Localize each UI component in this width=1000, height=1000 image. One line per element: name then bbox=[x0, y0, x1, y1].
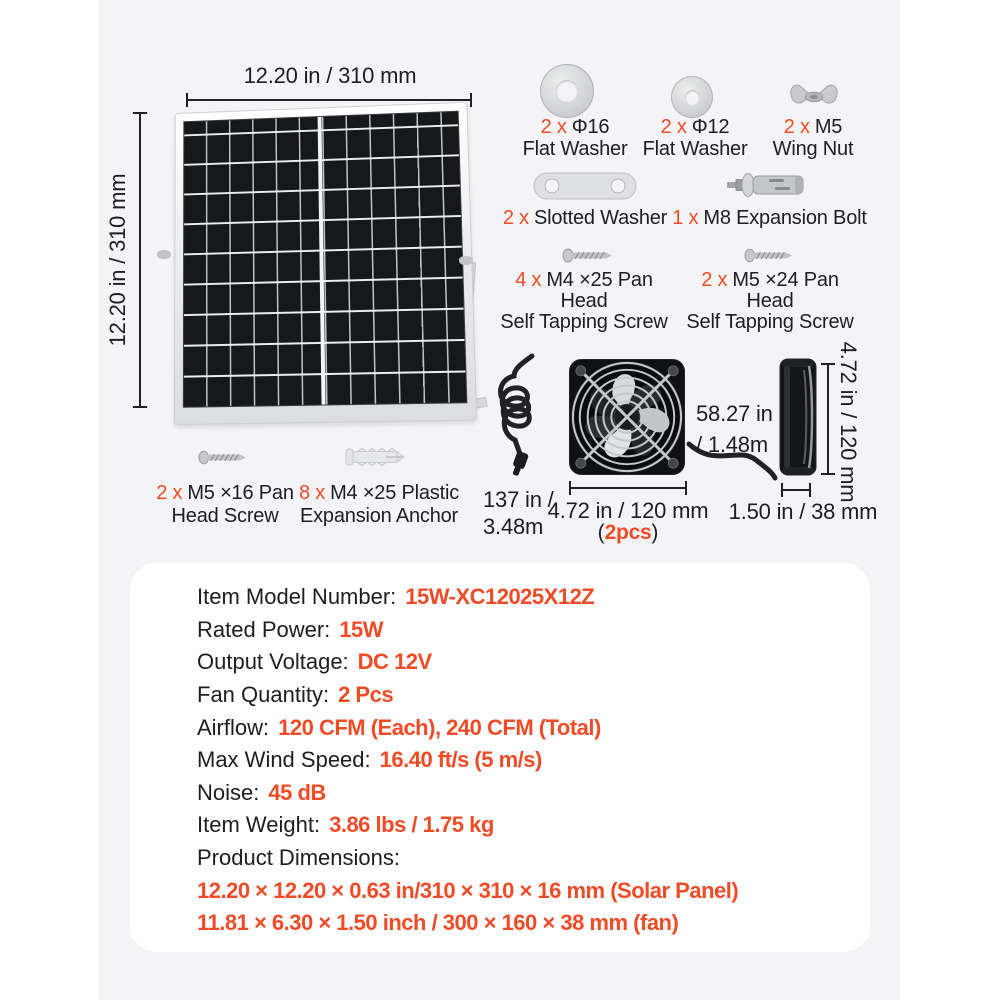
slotted-washer-icon bbox=[533, 172, 637, 200]
spec-row-power: Rated Power: 15W bbox=[197, 616, 384, 642]
solar-panel-cells bbox=[183, 111, 468, 408]
fan-depth-dimension-line bbox=[781, 489, 811, 491]
spec-card bbox=[130, 563, 870, 952]
spec-row-model: Item Model Number: 15W-XC12025X12Z bbox=[197, 584, 595, 610]
flat-washer-12-label: 2 x Φ12 Flat Washer bbox=[642, 116, 748, 160]
wing-nut-icon bbox=[788, 78, 840, 110]
fan-height-dimension-line bbox=[827, 363, 829, 475]
m5-pan-head-screw-icon bbox=[198, 450, 246, 465]
power-cable-length-label: 137 in / 3.48m bbox=[483, 487, 554, 539]
fan-width-label: 4.72 in / 120 mm bbox=[547, 498, 709, 523]
spec-row-dimensions-fan: 11.81 × 6.30 × 1.50 inch / 300 × 160 × 38 mm (fan) bbox=[197, 910, 679, 936]
fan-quantity-note: (2pcs) bbox=[597, 521, 659, 544]
m5-self-tapping-screw-icon bbox=[744, 248, 792, 263]
panel-height-dimension-line bbox=[139, 112, 141, 408]
spec-row-dimensions-title: Product Dimensions: bbox=[197, 845, 400, 871]
fan-cable-length-label: 58.27 in / 1.48m bbox=[696, 401, 773, 457]
fan-side-icon bbox=[779, 358, 817, 476]
fan-width-dimension-line bbox=[569, 487, 687, 489]
solar-panel-image bbox=[174, 102, 477, 425]
wing-nut-label: 2 x M5 Wing Nut bbox=[772, 116, 854, 160]
spec-row-wind-speed: Max Wind Speed: 16.40 ft/s (5 m/s) bbox=[197, 747, 542, 773]
flat-washer-12-icon bbox=[671, 76, 713, 118]
flat-washer-16-icon bbox=[540, 64, 594, 118]
flat-washer-16-label: 2 x Φ16 Flat Washer bbox=[522, 116, 628, 160]
slotted-washer-label: 2 x Slotted Washer bbox=[502, 207, 668, 229]
fan-height-label: 4.72 in / 120 mm bbox=[836, 341, 861, 503]
flat-washer-12-hole bbox=[685, 90, 700, 105]
m5-pan-head-screw-label: 2 x M5 ×16 Pan Head Screw bbox=[156, 482, 294, 527]
spec-row-airflow: Airflow: 120 CFM (Each), 240 CFM (Total) bbox=[197, 714, 601, 740]
panel-width-dimension-line bbox=[186, 99, 472, 101]
expansion-bolt-label: 1 x M8 Expansion Bolt bbox=[672, 207, 867, 229]
expansion-anchor-icon bbox=[344, 446, 406, 468]
expansion-bolt-icon bbox=[725, 168, 811, 202]
spec-row-voltage: Output Voltage: DC 12V bbox=[197, 649, 432, 675]
panel-width-label: 12.20 in / 310 mm bbox=[243, 63, 417, 88]
wing-nut-right-on-panel bbox=[459, 256, 473, 265]
spec-row-dimensions-panel: 12.20 × 12.20 × 0.63 in/310 × 310 × 16 mm (Solar Panel) bbox=[197, 877, 739, 903]
spec-list bbox=[197, 581, 738, 940]
flat-washer-16-hole bbox=[556, 80, 578, 102]
spec-row-noise: Noise: 45 dB bbox=[197, 779, 326, 805]
spec-row-fan-quantity: Fan Quantity: 2 Pcs bbox=[197, 682, 394, 708]
m4-self-tapping-screw-label: 4 x M4 ×25 Pan Head Self Tapping Screw bbox=[500, 269, 668, 333]
wing-nut-left-on-panel bbox=[157, 250, 171, 259]
m4-self-tapping-screw-icon bbox=[562, 248, 612, 263]
fan-front-icon bbox=[566, 358, 688, 476]
spec-row-weight: Item Weight: 3.86 lbs / 1.75 kg bbox=[197, 812, 494, 838]
expansion-anchor-label: 8 x M4 ×25 Plastic Expansion Anchor bbox=[298, 482, 460, 527]
fan-depth-label: 1.50 in / 38 mm bbox=[728, 499, 878, 524]
power-cable-icon bbox=[486, 352, 546, 484]
panel-height-label: 12.20 in / 310 mm bbox=[105, 173, 130, 347]
m5-self-tapping-screw-label: 2 x M5 ×24 Pan Head Self Tapping Screw bbox=[686, 269, 854, 333]
